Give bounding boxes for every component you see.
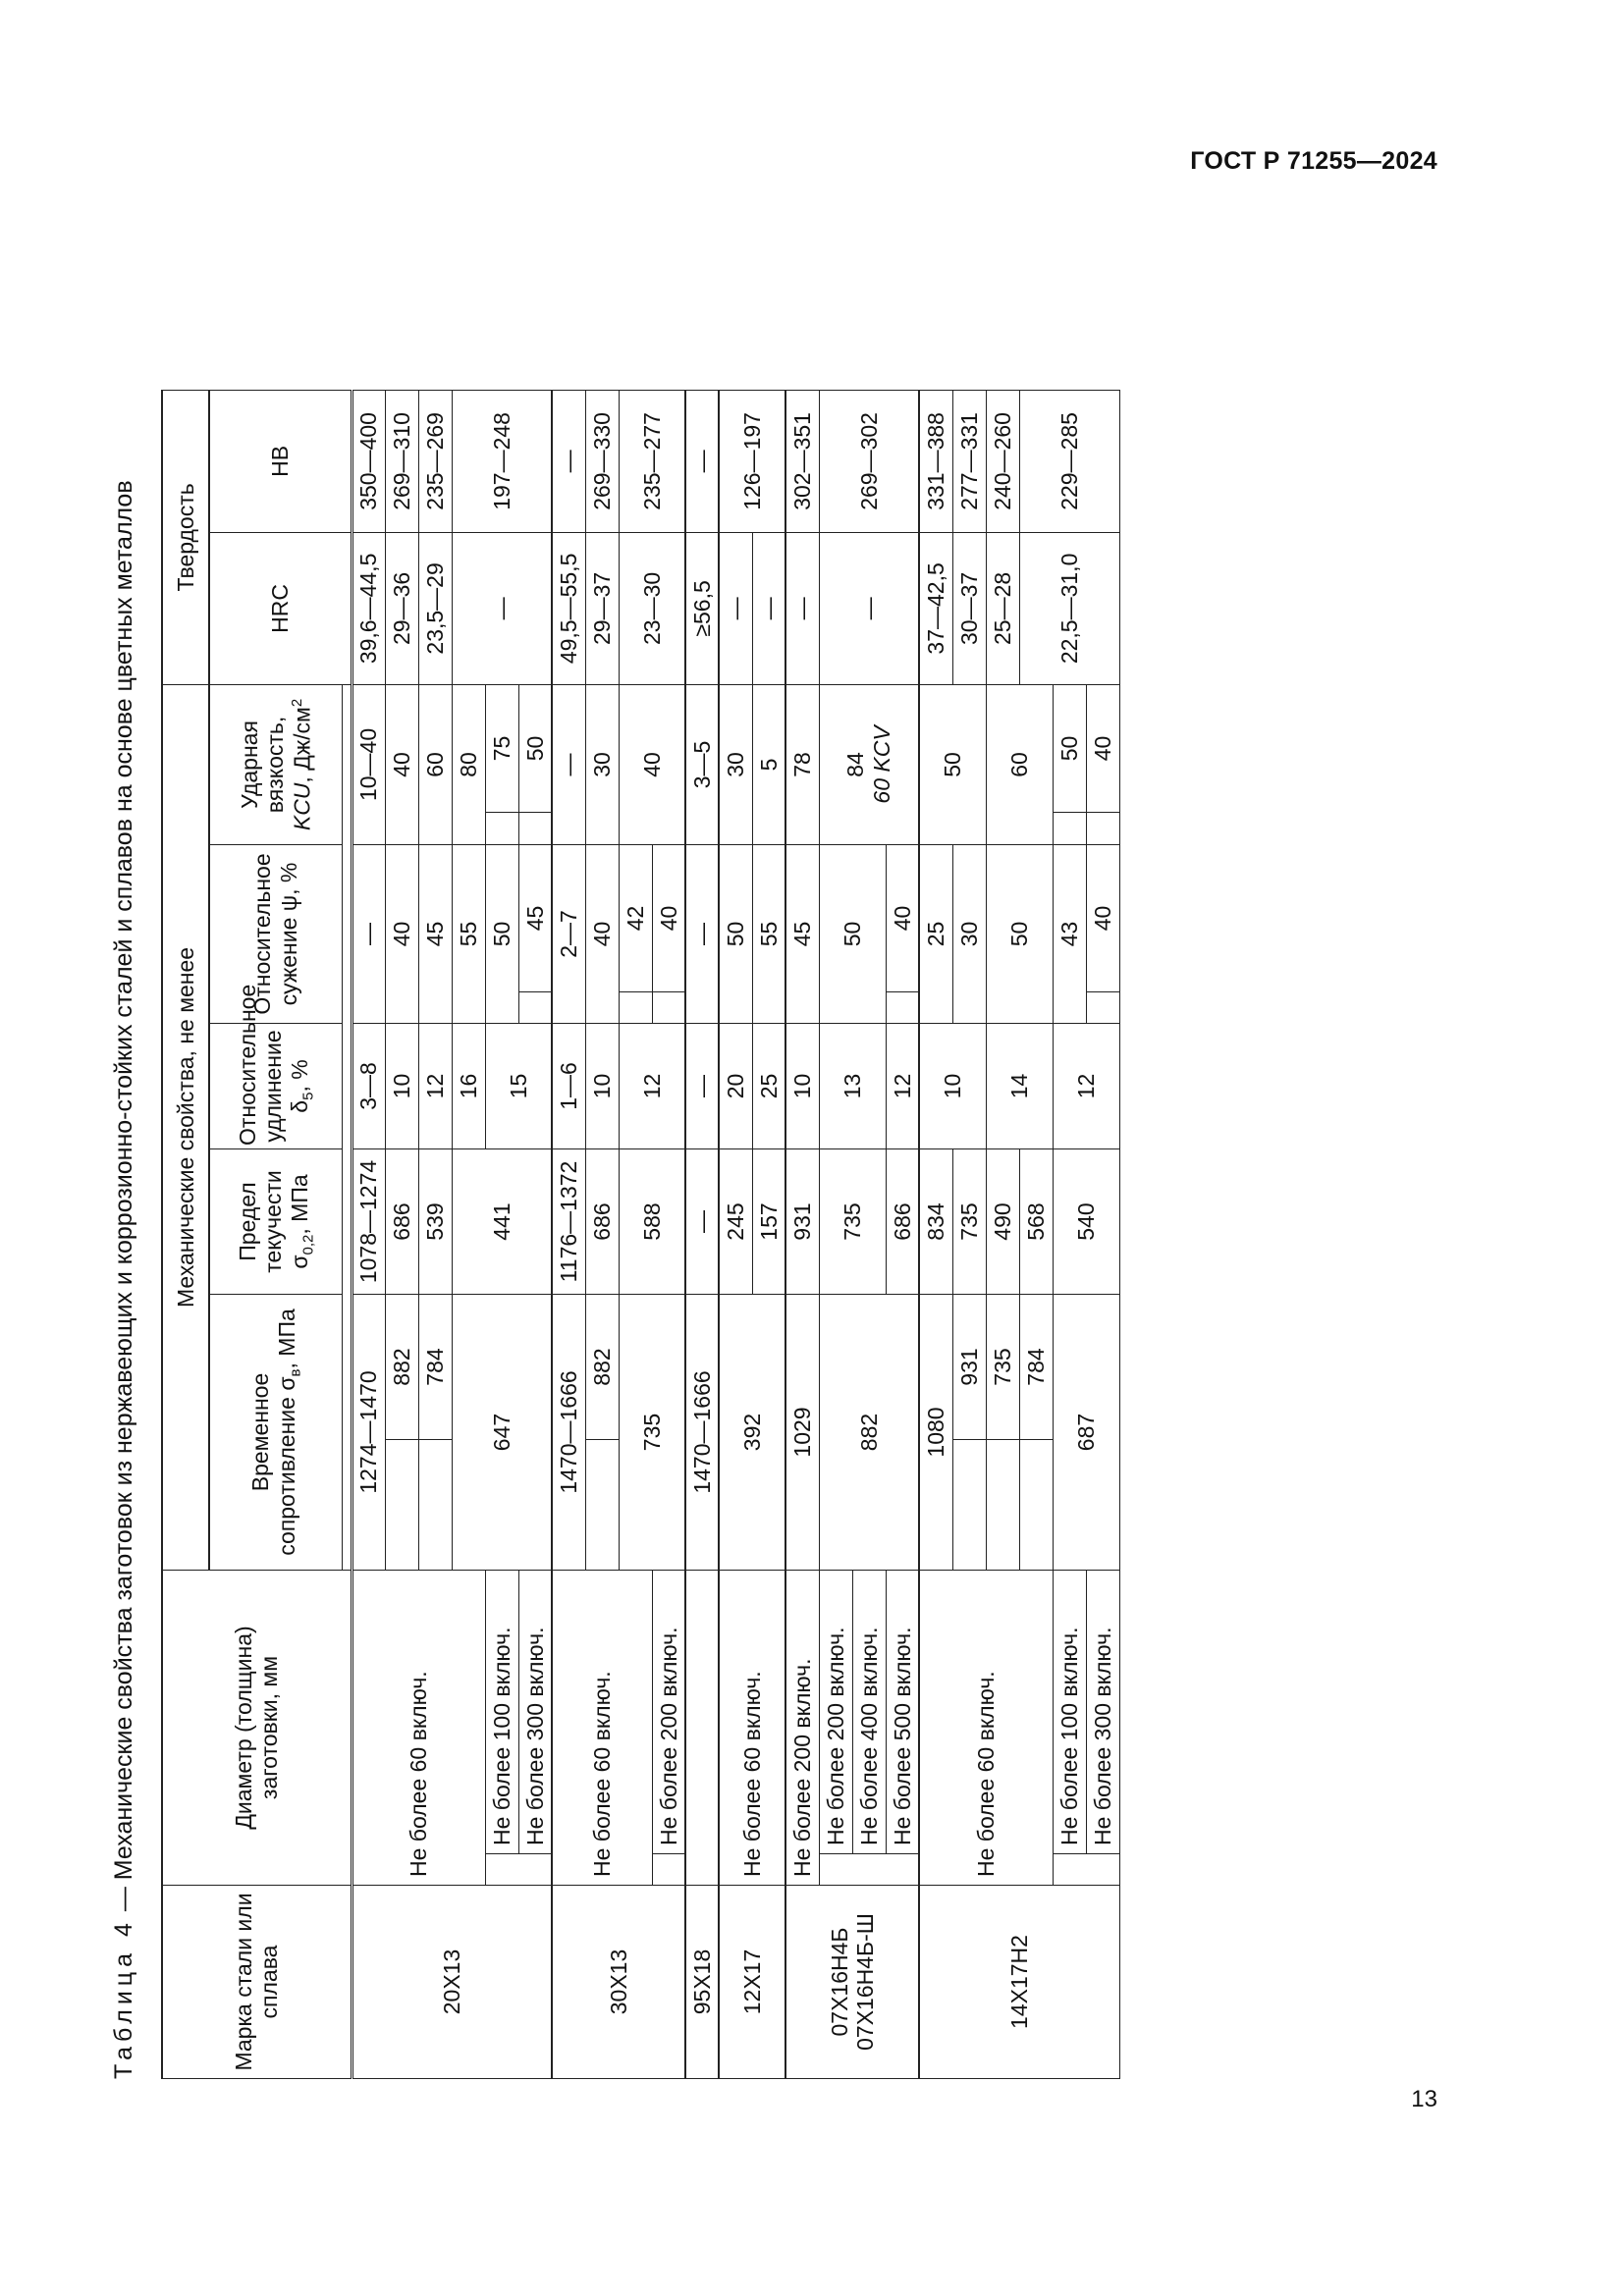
elongation-cell: 16 [452,1024,485,1149]
hb-cell: 350—400 [352,390,385,532]
impact-cell: 5 [752,684,785,844]
header-spacer [342,684,352,1570]
tensile-cell: 882 [585,1295,619,1440]
hb-cell: 269—330 [585,390,619,532]
reduction-cell: 40 [585,845,619,1024]
col-yield-header: Предел текучести $\sigma_{0,2}$, МПа [209,1149,342,1295]
col-hardness-group-header: Твердость [162,390,209,684]
diameter-cell: Не более 60 включ. [352,1571,485,1886]
impact-cell: 10—40 [352,684,385,844]
reduction-cell: 40 [1086,845,1119,992]
tensile-cell: 392 [719,1295,785,1571]
diameter-cell: Не более 200 включ. [652,1571,685,1854]
reduction-cell: — [685,845,719,1024]
table-row [819,390,852,2078]
hrc-cell: 29—36 [385,532,418,684]
hb-cell: 197—248 [452,390,552,532]
document-standard-number: ГОСТ Р 71255—2024 [1190,147,1437,175]
tensile-cell: 931 [952,1295,986,1440]
hb-cell: 269—310 [385,390,418,532]
hrc-cell: 25—28 [986,532,1019,684]
yield-cell: 568 [1019,1149,1053,1295]
diameter-cell: Не более 60 включ. [919,1571,1053,1886]
hrc-cell: 23,5—29 [418,532,452,684]
yield-cell: 834 [919,1149,952,1295]
reduction-cell: 45 [418,845,452,1024]
reduction-cell: 30 [952,845,986,1024]
impact-cell: 78 [785,684,819,844]
reduction-cell: 50 [485,845,518,1024]
grade-line: 07Х16Н4Б [826,1927,852,2037]
yield-cell: 245 [719,1149,752,1295]
reduction-cell: 40 [886,845,919,992]
diameter-cell: Не более 60 включ. [552,1571,652,1886]
yield-cell: 686 [886,1149,919,1295]
elongation-cell: 3—8 [352,1024,385,1149]
tensile-cell: 1029 [785,1295,819,1571]
grade-line: 07Х16Н4Б-Ш [852,1913,878,2051]
impact-cell: 50 [1053,684,1086,812]
reduction-cell: 25 [919,845,952,1024]
impact-cell: — [552,684,585,844]
tensile-cell: 784 [1019,1295,1053,1440]
grade-cell: 95Х18 [685,1886,719,2079]
impact-cell: 3—5 [685,684,719,844]
table-caption [110,234,149,2079]
elongation-cell: 10 [585,1024,619,1149]
elongation-cell: 25 [752,1024,785,1149]
col-mech-group-header: Механические свойства, не менее [162,684,209,1570]
impact-kcv-value: 60 KCV [868,725,894,804]
reduction-cell: 43 [1053,845,1086,1024]
tensile-cell: 735 [986,1295,1019,1440]
yield-cell: 539 [418,1149,452,1295]
elongation-cell: 10 [385,1024,418,1149]
table-row [352,390,385,2078]
hb-cell: 235—269 [418,390,452,532]
col-hrc-header: HRC [209,532,352,684]
table-row [719,390,752,2078]
hrc-cell: 39,6—44,5 [352,532,385,684]
tensile-cell: 1470—1666 [552,1295,585,1571]
col-impact-header: Ударная вязкость, KCU, $Дж/см^2$ [209,684,342,844]
reduction-cell: 2—7 [552,845,585,1024]
reduction-cell: 55 [752,845,785,1024]
tensile-cell: 647 [452,1295,552,1571]
yield-cell: 735 [819,1149,886,1295]
diameter-cell: Не более 100 включ. [485,1571,518,1854]
yield-cell: 1078—1274 [352,1149,385,1295]
tensile-cell: 1274—1470 [352,1295,385,1571]
grade-cell: 12Х17 [719,1886,785,2079]
impact-cell: 60 [418,684,452,844]
impact-value: 84 [842,752,869,777]
reduction-cell: 50 [986,845,1053,1024]
elongation-cell: 12 [1053,1024,1119,1149]
diameter-cell: Не более 60 включ. [719,1571,785,1886]
rotated-table-block [110,234,1426,2079]
elongation-cell: 10 [785,1024,819,1149]
hrc-cell: ≥56,5 [685,532,719,684]
impact-cell: 40 [385,684,418,844]
mechanical-properties-table [161,390,1120,2079]
elongation-cell: 1—6 [552,1024,585,1149]
diameter-cell: Не более 300 включ. [518,1571,552,1854]
tensile-cell: 1080 [919,1295,952,1571]
elongation-cell: — [685,1024,719,1149]
hb-cell: — [685,390,719,532]
reduction-cell: 50 [819,845,886,1024]
grade-cell: 14Х17Н2 [919,1886,1119,2079]
tensile-cell: 735 [619,1295,685,1571]
impact-cell: 80 [452,684,485,844]
diameter-cell: Не более 500 включ. [886,1571,919,1854]
tensile-cell: 882 [385,1295,418,1440]
hb-cell: — [552,390,585,532]
elongation-cell: 12 [886,1024,919,1149]
yield-cell: 490 [986,1149,1019,1295]
elongation-cell: 12 [619,1024,685,1149]
reduction-cell: 55 [452,845,485,1024]
impact-cell: 50 [919,684,986,844]
col-hb-header: HB [209,390,352,532]
diameter-cell: Не более 300 включ. [1086,1571,1119,1854]
tensile-cell: 687 [1053,1295,1119,1571]
table-row [919,390,952,2078]
impact-cell: 30 [719,684,752,844]
diameter-cell: Не более 400 включ. [852,1571,886,1854]
impact-cell: 75 [485,684,518,812]
yield-cell: 735 [952,1149,986,1295]
yield-cell: 588 [619,1149,685,1295]
hb-cell: 126—197 [719,390,785,532]
reduction-cell: 45 [785,845,819,1024]
reduction-cell: 42 [619,845,652,992]
reduction-cell: 50 [719,845,752,1024]
diameter-cell: Не более 200 включ. [819,1571,852,1854]
grade-cell: 20Х13 [352,1886,552,2079]
yield-cell: — [685,1149,719,1295]
elongation-cell: 10 [919,1024,986,1149]
elongation-cell: 13 [819,1024,886,1149]
elongation-cell: 20 [719,1024,752,1149]
yield-cell: 441 [452,1149,552,1295]
elongation-cell: 14 [986,1024,1053,1149]
col-grade-header: Марка стали или сплава [162,1886,352,2079]
page-number: 13 [1411,2086,1437,2112]
yield-cell: 686 [585,1149,619,1295]
hb-cell: 269—302 [819,390,919,532]
col-tensile-header: Временное сопротивление $\sigma_в$, МПа [209,1295,342,1571]
yield-cell: 686 [385,1149,418,1295]
elongation-cell: 15 [485,1024,552,1149]
hrc-cell: 22,5—31,0 [1019,532,1119,684]
hrc-cell: — [819,532,919,684]
impact-cell: 60 [986,684,1053,844]
hb-cell: 277—331 [952,390,986,532]
hrc-cell: 37—42,5 [919,532,952,684]
hrc-cell: — [452,532,552,684]
grade-cell [785,1886,919,2079]
hb-cell: 331—388 [919,390,952,532]
col-elongation-header: Относительное удлинение $\delta_5$, % [209,1024,342,1149]
hb-cell: 235—277 [619,390,685,532]
hrc-cell: — [719,532,752,684]
hrc-cell: — [752,532,785,684]
tensile-cell: 784 [418,1295,452,1440]
hrc-cell: — [785,532,819,684]
impact-cell [819,684,919,844]
hb-cell: 229—285 [1019,390,1119,532]
hrc-cell: 49,5—55,5 [552,532,585,684]
col-diameter-header: Диаметр (толщина) заготовки, мм [162,1571,352,1886]
table-row [785,390,819,2078]
reduction-cell: 45 [518,845,552,992]
hrc-cell: 29—37 [585,532,619,684]
impact-cell: 40 [619,684,685,844]
diameter-cell: Не более 200 включ. [785,1571,819,1886]
reduction-cell: — [352,845,385,1024]
table-row [552,390,585,2078]
table-row [685,390,719,2078]
hrc-cell: 30—37 [952,532,986,684]
hb-cell: 240—260 [986,390,1019,532]
tensile-cell: 1470—1666 [685,1295,719,1571]
yield-cell: 157 [752,1149,785,1295]
yield-cell: 931 [785,1149,819,1295]
table-label: Таблица 4 [110,1918,137,2079]
reduction-cell: 40 [385,845,418,1024]
impact-cell: 50 [518,684,552,812]
yield-cell: 1176—1372 [552,1149,585,1295]
hb-cell: 302—351 [785,390,819,532]
col-reduction-header: Относительное сужение ψ, % [209,845,342,1024]
reduction-cell: 40 [652,845,685,992]
grade-cell: 30Х13 [552,1886,685,2079]
elongation-cell: 12 [418,1024,452,1149]
diameter-cell: Не более 100 включ. [1053,1571,1086,1854]
impact-cell: 30 [585,684,619,844]
table-title: — Механические свойства заготовок из нержавеющих и коррозионно-стойких сталей и сплавов на основе цветных металлов [110,480,137,1919]
impact-cell: 40 [1086,684,1119,812]
tensile-cell: 882 [819,1295,919,1571]
yield-cell: 540 [1053,1149,1119,1295]
hrc-cell: 23—30 [619,532,685,684]
